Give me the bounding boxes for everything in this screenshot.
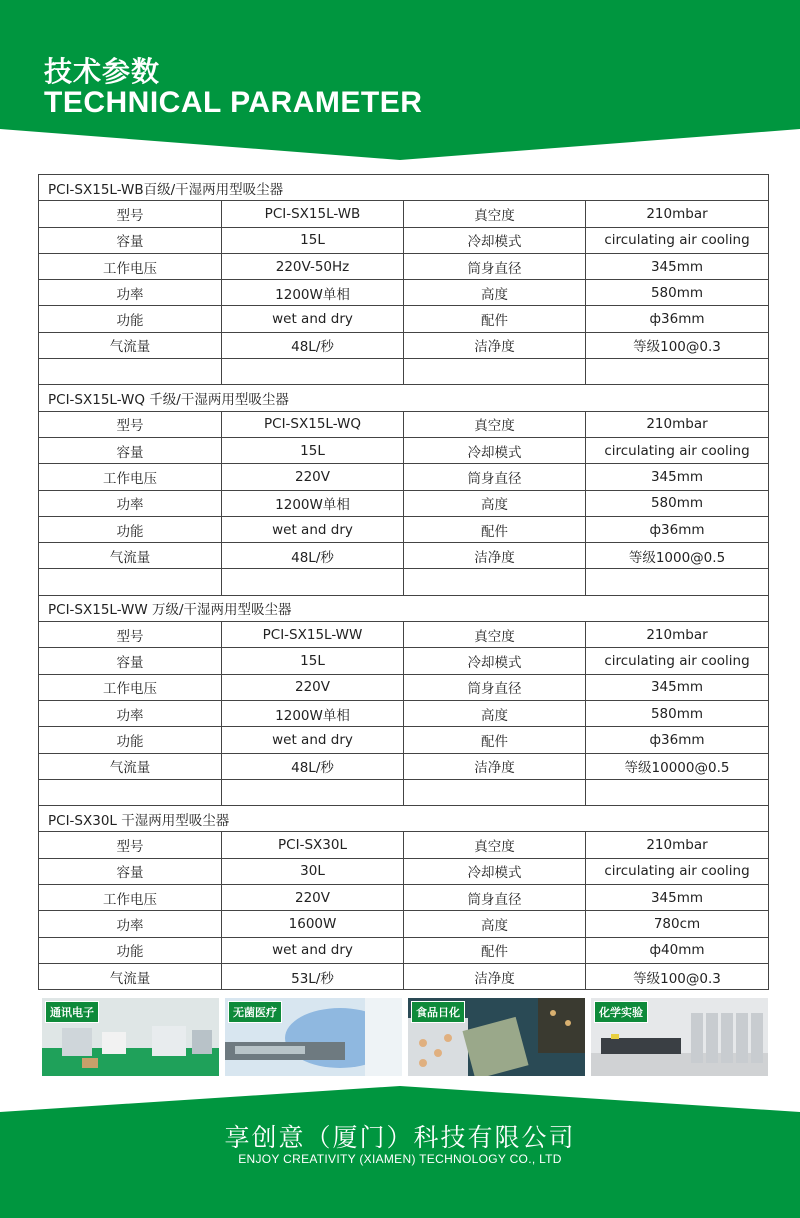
- param-label: [404, 779, 586, 805]
- param-value: 345mm: [586, 253, 769, 279]
- param-value: 等级100@0.3: [586, 332, 769, 358]
- param-value: circulating air cooling: [586, 227, 769, 253]
- param-label: 配件: [404, 937, 586, 963]
- param-label: 型号: [39, 832, 222, 858]
- table-row: [39, 543, 769, 569]
- param-label: 工作电压: [39, 885, 222, 911]
- table-row: [39, 648, 769, 674]
- table-row: [39, 858, 769, 884]
- param-value: 220V: [222, 674, 404, 700]
- application-image-electronics: [42, 998, 219, 1076]
- param-label: 真空度: [404, 832, 586, 858]
- table-row: [39, 437, 769, 463]
- param-value: 345mm: [586, 885, 769, 911]
- param-label: 真空度: [404, 622, 586, 648]
- param-value: [586, 779, 769, 805]
- spec-table-container: [38, 174, 768, 990]
- spec-table: [38, 174, 769, 990]
- param-label: 功能: [39, 727, 222, 753]
- table-row: [39, 622, 769, 648]
- param-value: PCI-SX15L-WB: [222, 201, 404, 227]
- param-label: 型号: [39, 622, 222, 648]
- param-value: 15L: [222, 648, 404, 674]
- param-label: 洁净度: [404, 753, 586, 779]
- param-label: 气流量: [39, 963, 222, 989]
- table-row: [39, 253, 769, 279]
- param-label: 容量: [39, 437, 222, 463]
- param-value: 1600W: [222, 911, 404, 937]
- param-value: [222, 359, 404, 385]
- param-value: [222, 569, 404, 595]
- param-label: 工作电压: [39, 253, 222, 279]
- section-title-row: [39, 595, 769, 621]
- param-value: 等级100@0.3: [586, 963, 769, 989]
- param-label: 真空度: [404, 201, 586, 227]
- param-value: 48L/秒: [222, 332, 404, 358]
- param-label: 冷却模式: [404, 437, 586, 463]
- param-label: 洁净度: [404, 332, 586, 358]
- param-value: 等级1000@0.5: [586, 543, 769, 569]
- application-gallery: [42, 998, 768, 1076]
- table-row: [39, 411, 769, 437]
- param-label: 容量: [39, 648, 222, 674]
- table-row: [39, 674, 769, 700]
- param-value: ф36mm: [586, 306, 769, 332]
- param-value: wet and dry: [222, 937, 404, 963]
- company-name-en: ENJOY CREATIVITY (XIAMEN) TECHNOLOGY CO., LTD: [238, 1152, 562, 1166]
- param-value: 15L: [222, 437, 404, 463]
- table-row: [39, 753, 769, 779]
- param-label: 冷却模式: [404, 648, 586, 674]
- param-value: wet and dry: [222, 306, 404, 332]
- param-value: 1200W单相: [222, 280, 404, 306]
- param-value: 220V: [222, 464, 404, 490]
- param-value: 48L/秒: [222, 753, 404, 779]
- param-label: [404, 569, 586, 595]
- application-image-medical: [225, 998, 402, 1076]
- param-value: 53L/秒: [222, 963, 404, 989]
- param-value: 580mm: [586, 280, 769, 306]
- param-label: 洁净度: [404, 543, 586, 569]
- param-label: [39, 569, 222, 595]
- table-row: [39, 332, 769, 358]
- param-label: 配件: [404, 727, 586, 753]
- param-label: 高度: [404, 911, 586, 937]
- param-label: 真空度: [404, 411, 586, 437]
- param-value: PCI-SX15L-WW: [222, 622, 404, 648]
- param-label: 筒身直径: [404, 885, 586, 911]
- table-row: [39, 727, 769, 753]
- param-value: circulating air cooling: [586, 437, 769, 463]
- section-title: PCI-SX15L-WB百级/干湿两用型吸尘器: [39, 175, 769, 201]
- table-row: [39, 201, 769, 227]
- section-title-row: [39, 175, 769, 201]
- table-row: [39, 885, 769, 911]
- param-label: 功能: [39, 937, 222, 963]
- section-title: PCI-SX30L 干湿两用型吸尘器: [39, 806, 769, 832]
- table-row: [39, 227, 769, 253]
- section-title-row: [39, 806, 769, 832]
- application-label: 食品日化: [411, 1001, 465, 1023]
- param-label: 型号: [39, 201, 222, 227]
- param-label: 工作电压: [39, 674, 222, 700]
- param-label: 筒身直径: [404, 253, 586, 279]
- param-value: 15L: [222, 227, 404, 253]
- param-label: [404, 359, 586, 385]
- param-value: ф36mm: [586, 516, 769, 542]
- param-value: 210mbar: [586, 411, 769, 437]
- param-value: 210mbar: [586, 201, 769, 227]
- param-value: wet and dry: [222, 727, 404, 753]
- param-label: 配件: [404, 516, 586, 542]
- param-value: circulating air cooling: [586, 648, 769, 674]
- section-title-row: [39, 385, 769, 411]
- param-label: 冷却模式: [404, 858, 586, 884]
- param-value: [586, 569, 769, 595]
- application-label: 化学实验: [594, 1001, 648, 1023]
- application-label: 通讯电子: [45, 1001, 99, 1023]
- param-label: 功率: [39, 911, 222, 937]
- param-value: 1200W单相: [222, 700, 404, 726]
- param-value: 580mm: [586, 700, 769, 726]
- param-label: 高度: [404, 490, 586, 516]
- table-row: [39, 700, 769, 726]
- param-value: ф40mm: [586, 937, 769, 963]
- param-label: 气流量: [39, 332, 222, 358]
- param-value: 210mbar: [586, 622, 769, 648]
- table-row: [39, 359, 769, 385]
- param-label: 功率: [39, 490, 222, 516]
- param-value: 580mm: [586, 490, 769, 516]
- param-value: 220V: [222, 885, 404, 911]
- param-label: 洁净度: [404, 963, 586, 989]
- param-value: 780cm: [586, 911, 769, 937]
- param-value: 345mm: [586, 674, 769, 700]
- param-label: 气流量: [39, 543, 222, 569]
- param-label: 工作电压: [39, 464, 222, 490]
- param-label: 容量: [39, 227, 222, 253]
- param-value: ф36mm: [586, 727, 769, 753]
- page-title-cn: 技术参数: [44, 55, 161, 88]
- param-value: circulating air cooling: [586, 858, 769, 884]
- param-value: PCI-SX30L: [222, 832, 404, 858]
- param-label: 功率: [39, 280, 222, 306]
- application-label: 无菌医疗: [228, 1001, 282, 1023]
- param-label: 气流量: [39, 753, 222, 779]
- param-value: PCI-SX15L-WQ: [222, 411, 404, 437]
- section-title: PCI-SX15L-WW 万级/干湿两用型吸尘器: [39, 595, 769, 621]
- param-label: 高度: [404, 280, 586, 306]
- param-label: [39, 779, 222, 805]
- company-name-cn: 享创意（厦门）科技有限公司: [224, 1123, 576, 1152]
- param-value: 210mbar: [586, 832, 769, 858]
- param-label: 型号: [39, 411, 222, 437]
- param-value: [222, 779, 404, 805]
- param-label: 配件: [404, 306, 586, 332]
- page-title-en: TECHNICAL PARAMETER: [44, 86, 423, 119]
- table-row: [39, 516, 769, 542]
- table-row: [39, 911, 769, 937]
- param-value: 345mm: [586, 464, 769, 490]
- table-row: [39, 779, 769, 805]
- param-value: 1200W单相: [222, 490, 404, 516]
- param-label: 高度: [404, 700, 586, 726]
- table-row: [39, 963, 769, 989]
- param-value: 220V-50Hz: [222, 253, 404, 279]
- param-label: 冷却模式: [404, 227, 586, 253]
- table-row: [39, 569, 769, 595]
- param-label: 功率: [39, 700, 222, 726]
- param-label: [39, 359, 222, 385]
- param-value: 30L: [222, 858, 404, 884]
- table-row: [39, 280, 769, 306]
- param-value: [586, 359, 769, 385]
- param-label: 筒身直径: [404, 674, 586, 700]
- param-value: 等级10000@0.5: [586, 753, 769, 779]
- param-label: 功能: [39, 306, 222, 332]
- param-label: 功能: [39, 516, 222, 542]
- table-row: [39, 832, 769, 858]
- param-label: 筒身直径: [404, 464, 586, 490]
- table-row: [39, 490, 769, 516]
- param-label: 容量: [39, 858, 222, 884]
- table-row: [39, 464, 769, 490]
- param-value: wet and dry: [222, 516, 404, 542]
- table-row: [39, 937, 769, 963]
- header-banner: [0, 0, 800, 162]
- param-value: 48L/秒: [222, 543, 404, 569]
- application-image-food: [408, 998, 585, 1076]
- table-row: [39, 306, 769, 332]
- application-image-lab: [591, 998, 768, 1076]
- section-title: PCI-SX15L-WQ 千级/干湿两用型吸尘器: [39, 385, 769, 411]
